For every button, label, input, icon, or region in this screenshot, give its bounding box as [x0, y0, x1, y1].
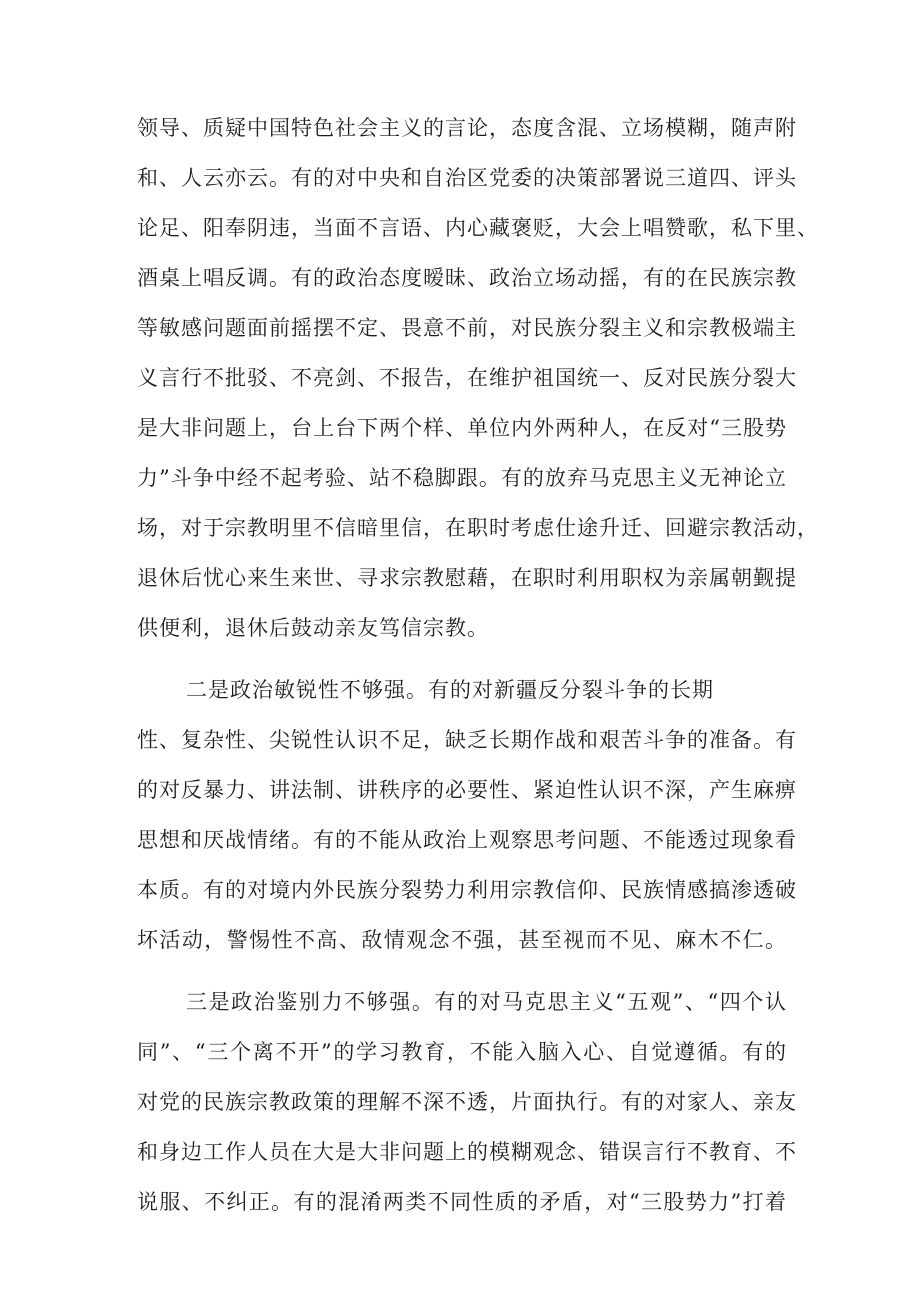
paragraph-line: 退休后忧心来生来世、寻求宗教慰藉，在职时利用职权为亲属朝觐提 — [137, 566, 797, 590]
paragraph-line: 本质。有的对境内外民族分裂势力利用宗教信仰、民族情感搞渗透破 — [137, 878, 797, 902]
paragraph-line: 的对反暴力、讲法制、讲秩序的必要性、紧迫性认识不深，产生麻痹 — [137, 778, 797, 802]
paragraph-line: 酒桌上唱反调。有的政治态度暧昧、政治立场动摇，有的在民族宗教 — [137, 266, 797, 290]
paragraph-line: 供便利，退休后鼓动亲友笃信宗教。 — [137, 616, 489, 640]
paragraph-line: 性、复杂性、尖锐性认识不足，缺乏长期作战和艰苦斗争的准备。有 — [137, 728, 797, 752]
paragraph-line: 坏活动，警惕性不高、敌情观念不强，甚至视而不见、麻木不仁。 — [137, 928, 787, 952]
paragraph-line: 对党的民族宗教政策的理解不深不透，片面执行。有的对家人、亲友 — [137, 1090, 797, 1114]
paragraph-line: 是大非问题上，台上台下两个样、单位内外两种人，在反对“三股势 — [137, 416, 787, 440]
paragraph-line: 和身边工作人员在大是大非问题上的模糊观念、错误言行不教育、不 — [137, 1140, 797, 1164]
paragraph-line: 场，对于宗教明里不信暗里信，在职时考虑仕途升迁、回避宗教活动， — [137, 516, 819, 540]
paragraph-line: 论足、阳奉阴违，当面不言语、内心藏褒贬，大会上唱赞歌，私下里、 — [137, 216, 819, 240]
paragraph-line: 领导、质疑中国特色社会主义的言论，态度含混、立场模糊，随声附 — [137, 116, 797, 140]
paragraph-line: 三是政治鉴别力不够强。有的对马克思主义“五观”、“四个认 — [186, 990, 787, 1014]
paragraph-line: 二是政治敏锐性不够强。有的对新疆反分裂斗争的长期 — [186, 678, 714, 702]
paragraph-line: 等敏感问题面前摇摆不定、畏意不前，对民族分裂主义和宗教极端主 — [137, 316, 797, 340]
paragraph-line: 义言行不批驳、不亮剑、不报告，在维护祖国统一、反对民族分裂大 — [137, 366, 797, 390]
paragraph-line: 力”斗争中经不起考验、站不稳脚跟。有的放弃马克思主义无神论立 — [137, 466, 787, 490]
paragraph-line: 思想和厌战情绪。有的不能从政治上观察思考问题、不能透过现象看 — [137, 828, 797, 852]
paragraph-line: 说服、不纠正。有的混淆两类不同性质的矛盾，对“三股势力”打着 — [137, 1190, 787, 1214]
paragraph-line: 同”、“三个离不开”的学习教育，不能入脑入心、自觉遵循。有的 — [137, 1040, 787, 1064]
paragraph-line: 和、人云亦云。有的对中央和自治区党委的决策部署说三道四、评头 — [137, 166, 797, 190]
